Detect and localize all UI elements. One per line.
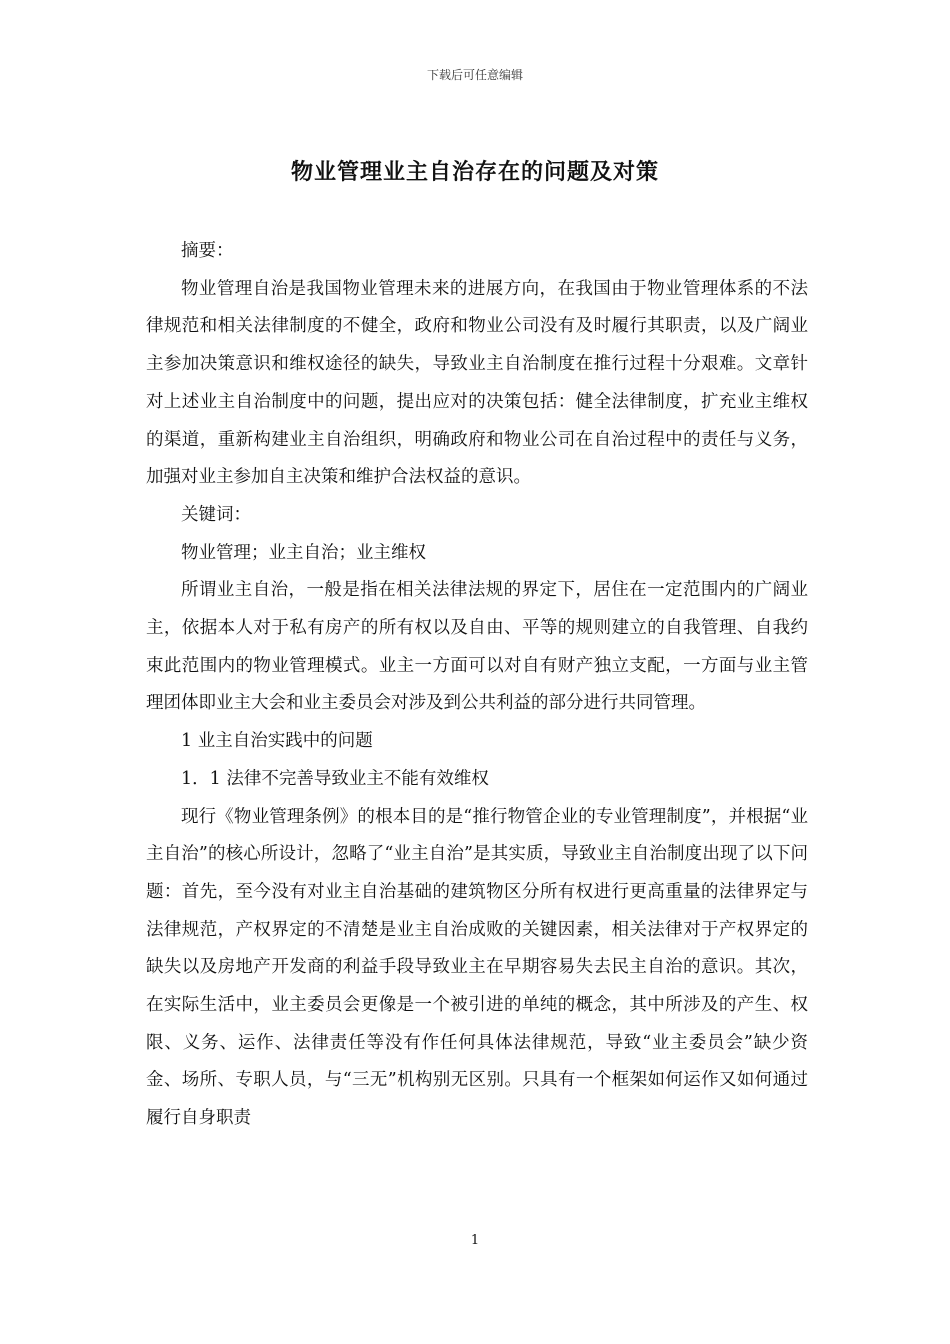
intro-paragraph: 所谓业主自治，一般是指在相关法律法规的界定下，居住在一定范围内的广阔业主，依据本人对于私有房产的所有权以及自由、平等的规则建立的自我管理、自我约束此范围内的物业管理模式。业主一方面可以对自有财产独立支配，一方面与业主管理团体即业主大会和业主委员会对涉及到公共利益的部分进行共同管理。 (146, 580, 808, 714)
body-paragraph: 现行《物业管理条例》的根本目的是“推行物管企业的专业管理制度”，并根据“业主自治”的核心所设计，忽略了“业主自治”是其实质，导致业主自治制度出现了以下问题：首先，至今没有对业主自治基础的建筑物区分所有权进行更高重量的法律界定与法律规范，产权界定的不清楚是业主自治成败的关键因素，相关法律对于产权界定的缺失以及房地产开发商的利益手段导致业主在早期容易失去民主自治的意识。其次，在实际生活中，业主委员会更像是一个被引进的单纯的概念，其中所涉及的产生、权限、义务、运作、法律责任等没有作任何具体法律规范，导致“业主委员会”缺少资金、场所、专职人员，与“三无”机构别无区别。只具有一个框架如何运作又如何通过履行自身职责 (146, 806, 808, 1129)
page-number: 1 (470, 1233, 480, 1248)
abstract-label: 摘要： (181, 241, 234, 261)
keywords-label: 关键词： (181, 504, 251, 525)
document-title: 物业管理业主自治存在的问题及对策 (290, 159, 659, 185)
document-body (146, 233, 808, 1138)
abstract-paragraph: 物业管理自治是我国物业管理未来的进展方向，在我国由于物业管理体系的不法律规范和相关法律制度的不健全，政府和物业公司没有及时履行其职责，以及广阔业主参加决策意识和维权途径的缺失，导致业主自治制度在推行过程十分艰难。文章针对上述业主自治制度中的问题，提出应对的决策包括：健全法律制度，扩充业主维权的渠道，重新构建业主自治组织，明确政府和物业公司在自治过程中的责任与义务，加强对业主参加自主决策和维护合法权益的意识。 (146, 278, 808, 488)
subsection-heading: 1．1 法律不完善导致业主不能有效维权 (181, 768, 489, 789)
section-heading: 1 业主自治实践中的问题 (181, 731, 373, 752)
page-header: 下载后可任意编辑 (426, 68, 523, 82)
keywords-paragraph: 物业管理；业主自治；业主维权 (181, 542, 426, 563)
